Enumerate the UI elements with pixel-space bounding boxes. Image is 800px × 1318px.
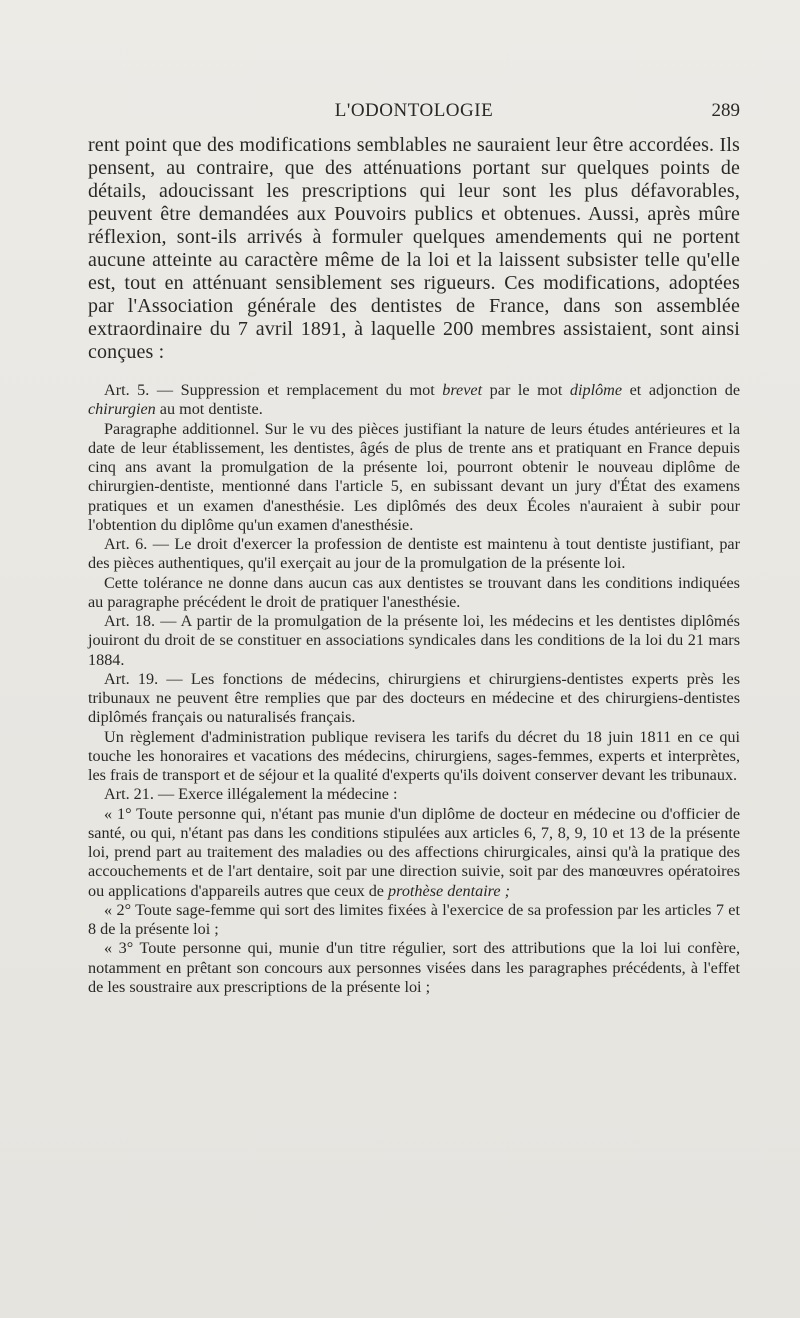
term-diplome: diplôme — [569, 381, 623, 399]
article-19-reglement: Un règlement d'administration publique revisera les tarifs du décret du 18 juin 1811 en ce qui touche les honoraires et vacations des médecins, chirurgiens, sages-femmes, experts et interprètes, les frais de transport et de séjour et la qualité d'experts qu'ils doivent conserver devant les tribunaux. — [88, 727, 740, 784]
article-5-text-4: au mot dentiste. — [155, 400, 263, 419]
article-21: Art. 21. — Exerce illégalement la médecine : — [104, 785, 398, 804]
paragraphe-additionnel: Paragraphe additionnel. Sur le vu des pièces justifiant la nature de leurs études antérieures et la date de leur établissement, les dentistes, âgés de plus de trente ans et pratiquant en France depuis cinq ans avant la promulgation de la présente loi, pourront obtenir le nouveau diplôme de chirurgien-dentiste, mentionné dans l'article 5, en subissant devant un jury d'État des examens pratiques et un examen d'anesthésie. Les diplômés des deux Écoles n'auraient à subir pour l'obtention du diplôme qu'un examen d'anesthésie. — [88, 419, 740, 534]
article-5 — [88, 381, 740, 420]
article-21-item-3: « 3° Toute personne qui, munie d'un titre régulier, sort des attributions que la loi lui confère, notamment en prêtant son concours aux personnes visées dans les paragraphes précédents, à l'effet de les soustraire aux prescriptions de la présente loi ; — [88, 939, 740, 996]
article-21-item-1-text: « 1° Toute personne qui, n'étant pas munie d'un diplôme de docteur en médecine ou d'officier de santé, ou qui, n'étant pas dans les conditions stipulées aux articles 6, 7, 8, 9, 10 et 13 de la présente loi, prend part au traitement des maladies ou des affections chirurgicales, ainsi qu'à la pratique des accouchements et de l'art dentaire, soit par une direction suivie, soit par des manœuvres opératoires ou applications d'appareils autres que ceux de — [88, 804, 740, 900]
law-amendments — [88, 381, 740, 997]
article-6-tolerance: Cette tolérance ne donne dans aucun cas aux dentistes se trouvant dans les conditions indiquées au paragraphe précédent le droit de pratiquer l'anesthésie. — [88, 573, 740, 611]
page-body — [88, 134, 740, 997]
article-21-item-2: « 2° Toute sage-femme qui sort des limites fixées à l'exercice de sa profession par les articles 7 et 8 de la présente loi ; — [88, 900, 740, 938]
page-number: 289 — [711, 100, 740, 121]
intro-paragraph: rent point que des modifications semblables ne sauraient leur être accordées. Ils pensent, au contraire, que des atténuations portant sur quelques points de détails, adoucissant les prescriptions qui leur sont les plus défavorables, peuvent être demandées aux Pouvoirs publics et obtenues. Aussi, après mûre réflexion, sont-ils arrivés à formuler quelques amendements qui ne portent aucune atteinte au caractère même de la loi et la laissent subsister telle qu'elle est, tout en atténuant sensiblement ses rigueurs. Ces modifications, adoptées par l'Association générale des dentistes de France, dans son assemblée extraordinaire du 7 avril 1891, à laquelle 200 membres assistaient, sont ainsi conçues : — [88, 134, 740, 363]
page-header — [88, 100, 740, 130]
term-brevet: brevet — [442, 381, 483, 399]
term-chirurgien: chirurgien — [88, 400, 156, 419]
article-5-text-2: par le mot — [482, 381, 570, 399]
article-21-item-1 — [88, 805, 740, 901]
running-title: L'ODONTOLOGIE — [334, 100, 494, 121]
article-6: Art. 6. — Le droit d'exercer la profession de dentiste est maintenu à tout dentiste justifiant, par des pièces authentiques, qu'il exerçait au jour de la promulgation de la présente loi. — [88, 535, 740, 573]
term-prothese-dentaire: prothèse dentaire ; — [388, 881, 511, 900]
article-5-text-3: et adjonction de — [622, 381, 741, 399]
article-19: Art. 19. — Les fonctions de médecins, chirurgiens et chirurgiens-dentistes experts près les tribunaux ne peuvent être remplies que par des docteurs en médecine et des chirurgiens-dentistes diplômés français ou naturalisés français. — [88, 669, 740, 727]
article-18: Art. 18. — A partir de la promulgation de la présente loi, les médecins et les dentistes diplômés jouiront du droit de se constituer en associations syndicales dans les conditions de la loi du 21 mars 1884. — [88, 612, 740, 669]
article-5-text: Art. 5. — Suppression et remplacement du mot — [104, 381, 443, 399]
